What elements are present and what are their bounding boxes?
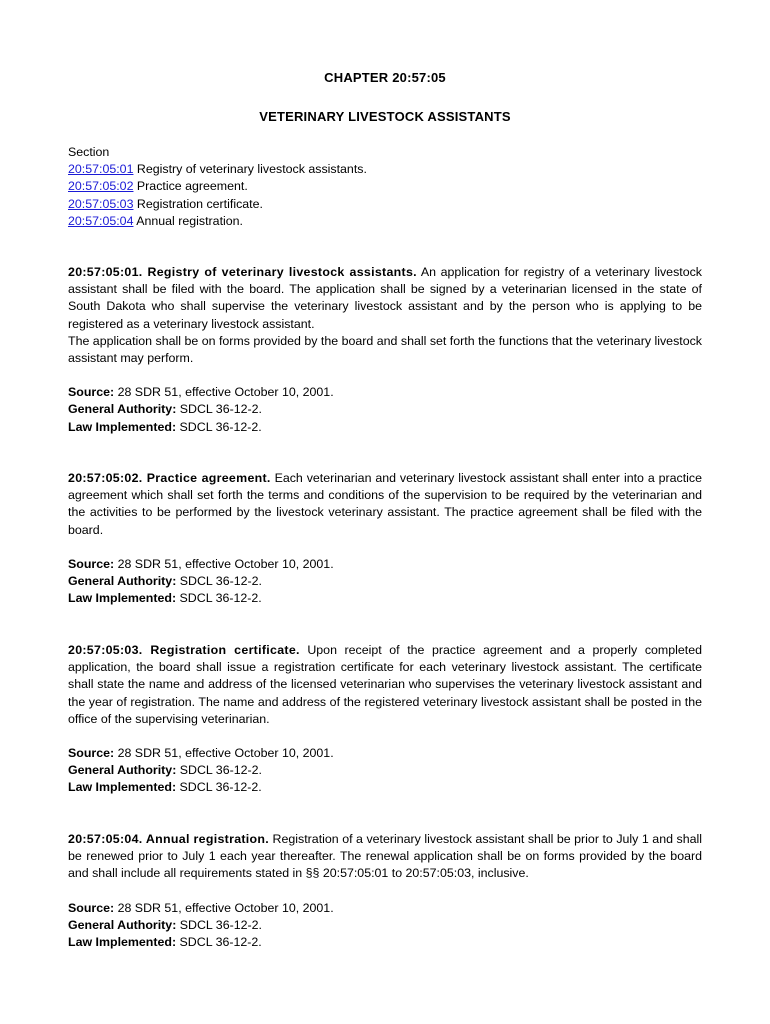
table-of-contents xyxy=(68,144,702,230)
section-20-57-05-03 xyxy=(68,642,702,797)
toc-item-title: Registration certificate. xyxy=(133,196,263,211)
section-text: An application for registry of a veterinary livestock assistant shall be filed with the board. The application shall be signed by a veterinarian licensed in the state of South Dakota who shall supervise the veterinary livestock assistant and by the person who is applying to be registered as a veterinary livestock assistant. xyxy=(68,265,702,331)
section-20-57-05-02 xyxy=(68,470,702,607)
law-implemented-line: Law Implemented: SDCL 36-12-2. xyxy=(68,935,262,950)
section-text: Upon receipt of the practice agreement and a properly completed application, the board shall issue a registration certificate for each veterinary livestock assistant. The certificate shall state the name and address of the licensed veterinarian who supervises the veterinary livestock assistant and the year of registration. The name and address of the registered veterinary livestock assistant shall be posted in the office of the supervising veterinarian. xyxy=(68,643,702,726)
section-heading: 20:57:05:03. Registration certificate. xyxy=(68,643,300,657)
toc-link-20-57-05-02[interactable]: 20:57:05:02 xyxy=(68,179,134,194)
toc-item xyxy=(68,196,702,213)
law-implemented-line: Law Implemented: SDCL 36-12-2. xyxy=(68,591,262,606)
section-citations xyxy=(68,556,702,608)
section-citations xyxy=(68,745,702,797)
general-authority-line: General Authority: SDCL 36-12-2. xyxy=(68,917,262,932)
law-implemented-line: Law Implemented: SDCL 36-12-2. xyxy=(68,419,262,434)
general-authority-line: General Authority: SDCL 36-12-2. xyxy=(68,402,262,417)
section-text: Each veterinarian and veterinary livestock assistant shall enter into a practice agreement which shall set forth the terms and conditions of the supervision to be required by the veterinarian and the activities to be performed by the livestock veterinary assistant. The practice agreement shall be filed with the board. xyxy=(68,471,703,537)
section-body xyxy=(68,642,702,728)
section-20-57-05-04 xyxy=(68,831,702,951)
section-heading: 20:57:05:02. Practice agreement. xyxy=(68,471,271,485)
toc-item-title: Annual registration. xyxy=(133,213,243,228)
toc-item xyxy=(68,161,702,178)
chapter-title: CHAPTER 20:57:05 xyxy=(324,70,446,85)
general-authority-line: General Authority: SDCL 36-12-2. xyxy=(68,574,262,589)
chapter-subtitle: VETERINARY LIVESTOCK ASSISTANTS xyxy=(259,109,511,124)
toc-item xyxy=(68,178,702,195)
section-20-57-05-01 xyxy=(68,264,702,436)
toc-heading: Section xyxy=(68,145,110,159)
section-heading: 20:57:05:01. Registry of veterinary livestock assistants. xyxy=(68,265,417,279)
toc-link-20-57-05-01[interactable]: 20:57:05:01 xyxy=(68,162,134,177)
section-citations xyxy=(68,384,702,436)
toc-link-20-57-05-03[interactable]: 20:57:05:03 xyxy=(68,196,134,211)
source-line: Source: 28 SDR 51, effective October 10, 2001. xyxy=(68,385,334,400)
toc-item-title: Registry of veterinary livestock assistants. xyxy=(133,162,367,177)
toc-link-20-57-05-04[interactable]: 20:57:05:04 xyxy=(68,213,134,228)
general-authority-line: General Authority: SDCL 36-12-2. xyxy=(68,763,262,778)
section-heading: 20:57:05:04. Annual registration. xyxy=(68,832,270,846)
law-implemented-line: Law Implemented: SDCL 36-12-2. xyxy=(68,780,262,795)
section-body xyxy=(68,264,702,333)
section-body-continued: The application shall be on forms provided by the board and shall set forth the functions that the veterinary livestock assistant may perform. xyxy=(68,333,702,366)
source-line: Source: 28 SDR 51, effective October 10, 2001. xyxy=(68,746,334,761)
section-body xyxy=(68,470,702,539)
section-body xyxy=(68,831,702,883)
toc-item xyxy=(68,213,702,230)
source-line: Source: 28 SDR 51, effective October 10, 2001. xyxy=(68,556,334,571)
source-line: Source: 28 SDR 51, effective October 10, 2001. xyxy=(68,900,334,915)
toc-item-title: Practice agreement. xyxy=(133,179,248,194)
section-text: Registration of a veterinary livestock assistant shall be prior to July 1 and shall be renewed prior to July 1 each year thereafter. The renewal application shall be on forms provided by the board and shall include all requirements stated in §§ 20:57:05:01 to 20:57:05:03, inclusive. xyxy=(68,832,702,881)
section-citations xyxy=(68,900,702,952)
